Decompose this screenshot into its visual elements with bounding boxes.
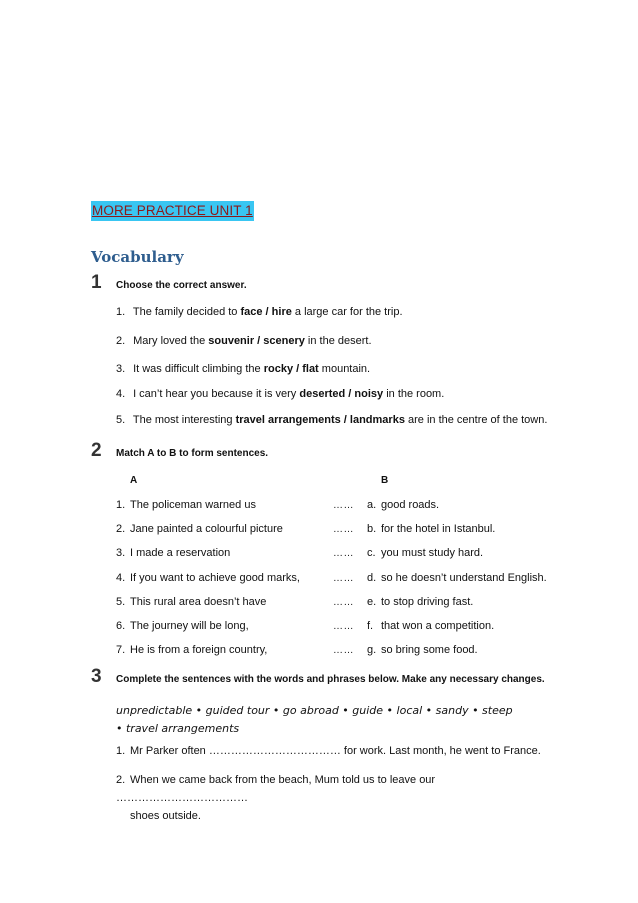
item-text: in the desert.	[304, 335, 372, 347]
exercise-3-number: 3	[91, 666, 102, 687]
item-letter: e.	[367, 596, 377, 608]
item-text: good roads.	[381, 499, 440, 511]
item-text: a large car for the trip.	[291, 306, 403, 318]
match-left-item	[116, 547, 230, 559]
item-number: 5.	[116, 596, 126, 608]
ex3-item	[116, 771, 546, 825]
exercise-1-instruction: Choose the correct answer.	[116, 280, 247, 291]
item-text: that won a competition.	[381, 620, 495, 632]
item-text: I can’t hear you because it is very	[133, 388, 300, 400]
ex1-item	[116, 306, 403, 318]
ex1-item	[116, 335, 372, 347]
item-text: you must study hard.	[381, 547, 484, 559]
match-left-item	[116, 499, 256, 511]
item-text: He is from a foreign country,	[130, 644, 268, 656]
ex1-item	[116, 414, 547, 426]
match-right-item	[367, 596, 473, 608]
match-right-item	[367, 523, 495, 535]
item-options: deserted / noisy	[299, 388, 384, 400]
item-text: mountain.	[318, 363, 371, 375]
item-letter: a.	[367, 499, 377, 511]
answer-blank: ……	[333, 621, 354, 632]
match-left-item	[116, 596, 266, 608]
item-options: face / hire	[240, 306, 292, 318]
match-left-item	[116, 523, 283, 535]
word-bank: unpredictable • guided tour • go abroad • guide • local • sandy • steep • travel arrangements	[116, 704, 513, 735]
answer-blank: ……	[333, 573, 354, 584]
item-number: 1.	[116, 306, 126, 318]
item-letter: b.	[367, 523, 377, 535]
item-text: I made a reservation	[130, 547, 231, 559]
item-text: are in the centre of the town.	[404, 414, 548, 426]
item-text-continued: shoes outside.	[130, 810, 201, 822]
item-options: rocky / flat	[263, 363, 319, 375]
item-number: 1.	[116, 499, 126, 511]
match-left-item	[116, 620, 249, 632]
item-number: 2.	[116, 335, 126, 347]
match-right-item	[367, 620, 494, 632]
item-number: 5.	[116, 414, 126, 426]
item-text: The journey will be long,	[130, 620, 249, 632]
item-options: souvenir / scenery	[208, 335, 305, 347]
exercise-2-instruction: Match A to B to form sentences.	[116, 448, 269, 459]
match-right-item	[367, 572, 547, 584]
item-text: Mr Parker often ……………………………… for work. Last month, he went to France.	[130, 745, 541, 757]
item-number: 4.	[116, 388, 126, 400]
match-right-item	[367, 499, 439, 511]
item-text: The most interesting	[132, 414, 236, 426]
column-a-heading: A	[130, 475, 138, 486]
match-left-item	[116, 644, 267, 656]
item-number: 3.	[116, 547, 126, 559]
item-text: Mary loved the	[133, 335, 209, 347]
ex1-item	[116, 363, 370, 375]
item-text: This rural area doesn’t have	[130, 596, 267, 608]
section-heading: Vocabulary	[91, 248, 184, 266]
answer-blank: ……	[333, 524, 354, 535]
item-text: so bring some food.	[381, 644, 478, 656]
item-text: It was difficult climbing the	[133, 363, 264, 375]
item-number: 1.	[116, 745, 126, 757]
answer-blank: ……	[333, 500, 354, 511]
item-options: travel arrangements / landmarks	[235, 414, 405, 426]
item-text: If you want to achieve good marks,	[130, 572, 300, 584]
item-text: When we came back from the beach, Mum told us to leave our ………………………………	[116, 774, 436, 804]
item-text: to stop driving fast.	[381, 596, 474, 608]
item-number: 3.	[116, 363, 126, 375]
column-b-heading: B	[381, 475, 389, 486]
match-left-item	[116, 572, 300, 584]
item-text: The policeman warned us	[130, 499, 256, 511]
item-letter: c.	[367, 547, 376, 559]
item-number: 2.	[116, 523, 126, 535]
item-text: Jane painted a colourful picture	[130, 523, 283, 535]
item-letter: d.	[367, 572, 377, 584]
item-letter: f.	[367, 620, 374, 632]
answer-blank: ……	[333, 645, 354, 656]
item-text: The family decided to	[132, 306, 241, 318]
unit-title: MORE PRACTICE UNIT 1	[91, 201, 254, 221]
item-letter: g.	[367, 644, 377, 656]
match-right-item	[367, 547, 483, 559]
answer-blank: ……	[333, 548, 354, 559]
answer-blank: ……	[333, 597, 354, 608]
item-number: 2.	[116, 774, 126, 786]
item-text: in the room.	[383, 388, 445, 400]
item-text: so he doesn’t understand English.	[381, 572, 547, 584]
exercise-3-instruction: Complete the sentences with the words and phrases below. Make any necessary changes.	[116, 674, 545, 685]
item-number: 4.	[116, 572, 126, 584]
exercise-1-number: 1	[91, 272, 102, 293]
ex3-item	[116, 742, 546, 760]
ex1-item	[116, 388, 444, 400]
item-number: 7.	[116, 644, 126, 656]
item-number: 6.	[116, 620, 126, 632]
item-text: for the hotel in Istanbul.	[381, 523, 496, 535]
match-right-item	[367, 644, 478, 656]
exercise-2-number: 2	[91, 440, 102, 461]
